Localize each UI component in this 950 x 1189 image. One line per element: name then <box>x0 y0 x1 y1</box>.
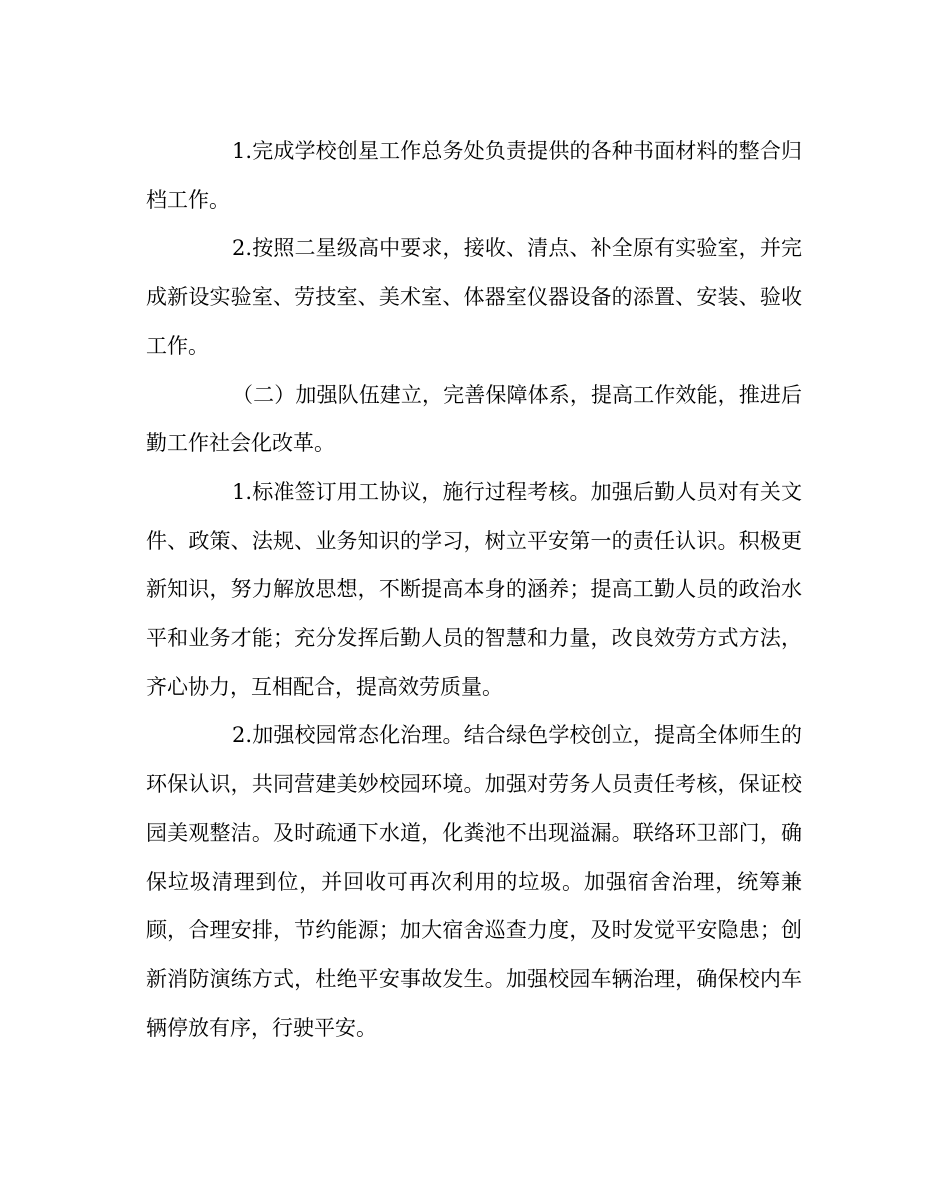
document-body <box>146 127 802 1052</box>
paragraph-item-1-archiving: 1.完成学校创星工作总务处负责提供的各种书面材料的整合归档工作。 <box>146 139 802 212</box>
paragraph-item-2-campus-management: 2.加强校园常态化治理。结合绿色学校创立，提高全体师生的环保认识，共同营建美妙校园环境。加强对劳务人员责任考核，保证校园美观整洁。及时疏通下水道，化粪池不出现溢漏。联络环卫部门，确保垃圾清理到位，并回收可再次利用的垃圾。加强宿舍治理，统筹兼顾，合理安排，节约能源；加大宿舍巡查力度，及时发觉平安隐患；创新消防演练方式，杜绝平安事故发生。加强校园车辆治理，确保校内车辆停放有序，行驶平安。 <box>146 723 802 1040</box>
paragraph-item-2-laboratories: 2.按照二星级高中要求，接收、清点、补全原有实验室，并完成新设实验室、劳技室、美术室、体器室仪器设备的添置、安装、验收工作。 <box>146 236 802 358</box>
section-heading-team-building: （二）加强队伍建立，完善保障体系，提高工作效能，推进后勤工作社会化改革。 <box>146 382 802 456</box>
paragraph-item-1-employment: 1.标准签订用工协议，施行过程考核。加强后勤人员对有关文件、政策、法规、业务知识的学习，树立平安第一的责任认识。积极更新知识，努力解放思想，不断提高本身的涵养；提高工勤人员的政治水平和业务才能；充分发挥后勤人员的智慧和力量，改良效劳方式方法，齐心协力，互相配合，提高效劳质量。 <box>146 479 802 699</box>
